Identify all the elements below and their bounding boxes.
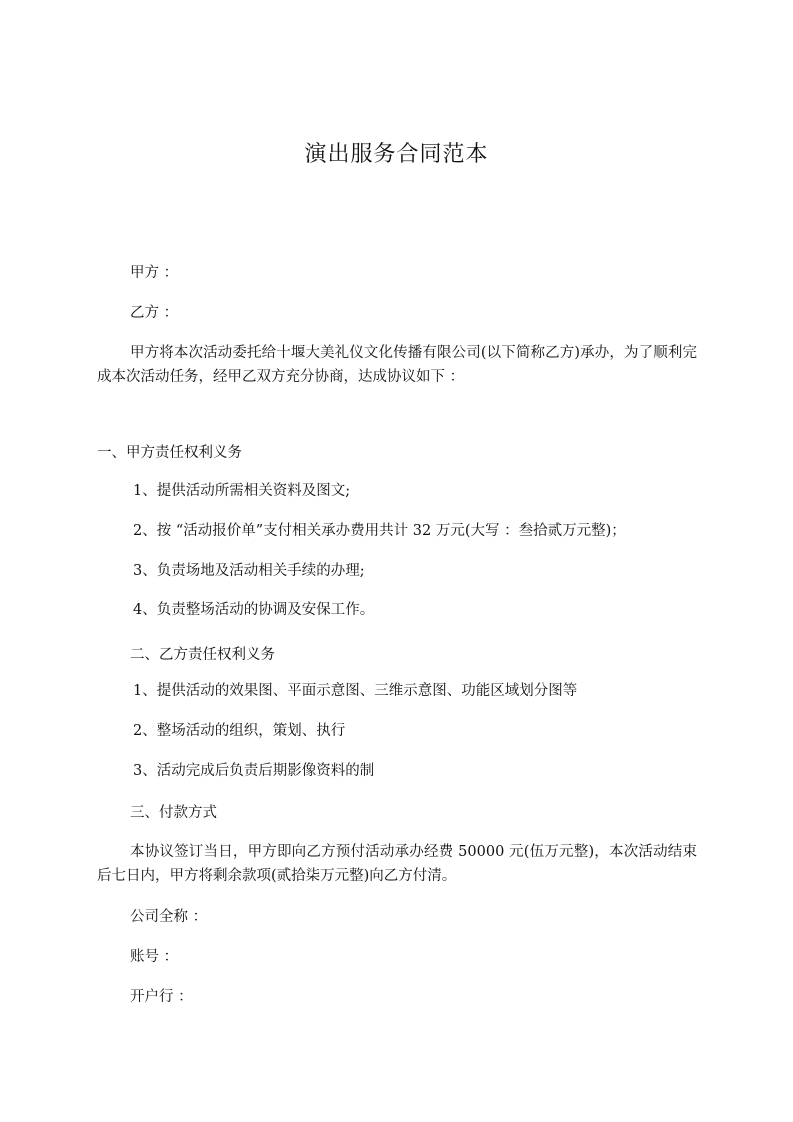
intro-paragraph: 甲方将本次活动委托给十堰大美礼仪文化传播有限公司(以下简称乙方)承办，为了顺利完成本次活动任务，经甲乙双方充分协商，达成协议如下 ： xyxy=(97,345,697,385)
section-a-item: 2、按 “活动报价单”支付相关承办费用共计 32 万元(大写 ：叁拾贰万元整)； xyxy=(133,523,626,539)
party-a-label: 甲方 ： xyxy=(130,265,179,281)
section-a-item: 3、负责场地及活动相关手续的办理; xyxy=(133,563,365,579)
section-a-item: 1、提供活动所需相关资料及图文; xyxy=(133,483,351,499)
section-a-item: 4、负责整场活动的协调及安保工作。 xyxy=(133,602,375,618)
party-b-label: 乙方 ： xyxy=(130,305,179,321)
section-b-item: 1、提供活动的效果图、平面示意图、三维示意图、功能区域划分图等 xyxy=(133,683,578,699)
company-name-label: 公司全称 ： xyxy=(130,909,208,925)
section-b-item: 3、活动完成后负责后期影像资料的制 xyxy=(133,763,375,779)
payment-paragraph: 本协议签订当日，甲方即向乙方预付活动承办经费 50000 元(伍万元整)，本次活动结束后七日内，甲方将剩余款项(贰拾柒万元整)向乙方付清。 xyxy=(97,844,697,884)
account-label: 账号 ： xyxy=(130,949,179,965)
section-c-heading: 三、付款方式 xyxy=(130,805,217,821)
section-a-heading: 一、甲方责任权利义务 xyxy=(97,445,242,461)
section-b-item: 2、整场活动的组织，策划、执行 xyxy=(133,723,346,739)
section-b-heading: 二、乙方责任权利义务 xyxy=(130,647,275,663)
page-title: 演出服务合同范本 xyxy=(304,142,489,167)
bank-label: 开户行 ： xyxy=(130,989,193,1005)
